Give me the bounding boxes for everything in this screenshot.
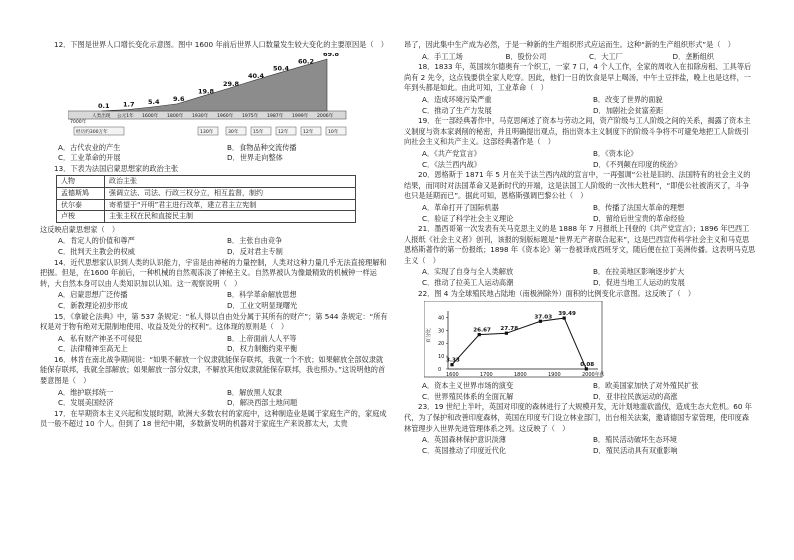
population-chart <box>68 53 348 141</box>
data-label: 3.33 <box>446 357 460 364</box>
option-b[interactable]: B．解放黑人奴隶 <box>227 387 283 397</box>
option-d[interactable]: D．促进当地工人运动的发展 <box>593 278 685 288</box>
option-b[interactable]: B．主张自由竞争 <box>227 236 283 246</box>
y-axis-label: 百分比 <box>426 328 432 344</box>
option-b[interactable]: B．改变了世界的面貌 <box>593 94 663 104</box>
question-13-stem: 13．下表为法国启蒙思想家的政治主张 <box>54 163 179 173</box>
option-c[interactable]: C．大工厂 <box>589 51 623 61</box>
option-b[interactable]: B．《资本论》 <box>593 148 638 158</box>
data-label: 26.67 <box>473 327 491 334</box>
data-label: 37.03 <box>534 314 553 321</box>
value-label: 19.8 <box>198 86 215 95</box>
left-column <box>40 40 388 431</box>
option-a[interactable]: A．革命打开了国际机器 <box>422 202 499 212</box>
option-c[interactable]: C．推动了拉美工人运动高潮 <box>422 278 514 288</box>
interval-label: 10年 <box>328 129 339 135</box>
question-18-stem: 18．1833 年，英国埃尔德奥有一个织工，一家 7 口，4 个人工作，全家的周收入在扣除房租、工具等后尚有 2 先令，这点钱要供全家人吃穿。因此，他们一日的饮食是早上喝汤，中午土豆拌盐，晚上也是这样，一年到头都是如此。由此可知，工业革命（ ） <box>404 62 752 93</box>
table-header-cell: 政治主张 <box>105 176 356 188</box>
period-label: 1930年 <box>192 113 209 119</box>
table-cell: 卢梭 <box>57 211 105 223</box>
period-label: 人类出现 <box>92 113 111 119</box>
question-12-stem: 12．下图是世界人口增长变化示意图。图中 1600 年前后世界人口数量发生较大变化的主要原因是（ ） <box>54 40 388 49</box>
value-label: 50.4 <box>273 64 290 73</box>
option-a[interactable]: A．造成环境污染严重 <box>422 94 492 104</box>
question-13-options <box>40 236 388 257</box>
question-23 <box>404 402 756 456</box>
table-cell: 寄希望于“开明”君主进行改革，建立君主立宪制 <box>105 199 356 211</box>
value-label: 29.8 <box>223 79 240 88</box>
option-c[interactable]: C．新教理论初步形成 <box>58 300 128 310</box>
option-b[interactable]: B．在拉美地区影响逐步扩大 <box>593 267 685 277</box>
option-b[interactable]: B．科学革命解放思想 <box>227 290 297 300</box>
value-label: 40.4 <box>248 71 265 80</box>
interval-label: 130年 <box>200 129 214 135</box>
colony-chart <box>424 301 604 379</box>
table-cell: 孟德斯鸠 <box>57 187 105 199</box>
option-a[interactable]: A．《共产党宣言》 <box>422 148 481 158</box>
interval-label: 15年 <box>253 129 264 135</box>
data-label: 39.49 <box>558 311 576 318</box>
period-label: 1987年 <box>267 113 284 119</box>
question-12 <box>40 40 388 164</box>
question-17-text: 昂了，因此集中生产成为必然，于是一种新的生产组织形式应运而生。这种“新的生产组织形式”是（ ） <box>404 40 735 49</box>
option-d[interactable]: D．加剧社会贫富差距 <box>593 105 664 115</box>
option-a[interactable]: A．实现了自身与全人类解放 <box>422 267 514 277</box>
table-cell: 伏尔泰 <box>57 199 105 211</box>
option-d[interactable]: D．权力制衡约束平衡 <box>227 344 298 354</box>
value-label: 0.1 <box>98 101 110 110</box>
option-c[interactable]: C．世界殖民体系的全面瓦解 <box>422 391 514 401</box>
question-16-stem: 16．林肯在南北战争期间说：“如果不解放一个奴隶就能保存联邦，我就一个不放；如果解放全部奴隶就能保存联邦，我就全部解放；如果解放一部分奴隶，不解放其他奴隶就能保存联邦，我也照办。”这说明他的首要意图是（ ） <box>40 354 386 386</box>
question-22 <box>404 289 756 403</box>
question-21-stem: 21．墨西哥第一次发表有关马克思主义的是 1888 年 7 月报纸上刊登的《共产党宣言》；1896 年巴西工人报纸《社会主义者》创刊，该报的刻版标题是“世界无产者联合起来”，这是巴西宣传科学社会主义和马克思恩格斯著作的第一份报纸；1898 年《资本论》第一卷被译成西班牙文，随后便在拉丁美洲传播。这表明马克思主义（ ） <box>404 224 756 265</box>
option-b[interactable]: B．上帝面前人人平等 <box>227 333 297 343</box>
interval-label: 30年 <box>228 129 239 135</box>
question-17-options <box>404 52 756 63</box>
option-d[interactable]: D．垄断组织 <box>672 51 714 61</box>
thinkers-table <box>56 175 356 222</box>
option-c[interactable]: C．发展美国经济 <box>58 398 114 408</box>
question-18-options <box>404 95 756 116</box>
option-b[interactable]: B．殖民活动破坏生态环境 <box>593 435 677 445</box>
option-c[interactable]: C．法律精神至高无上 <box>58 344 128 354</box>
option-a[interactable]: A．肯定人的价值和尊严 <box>58 236 135 246</box>
question-17-stem: 17．在早期资本主义兴起和发展时期，欧洲大多数农村的家庭中，这种制造业是属于家庭生产的，家庭成员一般不超过 10 个人。但到了 18 世纪中期，多数新发明的机器对于家庭生产来说都太大，太贵 <box>40 408 387 429</box>
option-d[interactable]: D．世界走向整体 <box>227 153 283 163</box>
option-c[interactable]: C．推动了生产力发展 <box>422 105 492 115</box>
question-19-options <box>404 149 756 170</box>
question-17-continued <box>404 40 756 62</box>
y-tick-label: 40 <box>438 315 445 322</box>
option-a[interactable]: A．古代农业的产生 <box>58 142 121 152</box>
data-label: 0.08 <box>580 362 595 369</box>
x-tick-label: 1600 <box>446 372 459 379</box>
y-tick-label: 0 <box>438 367 442 374</box>
question-15-options <box>40 334 388 355</box>
option-d[interactable]: D．反对君主专制 <box>227 246 283 256</box>
option-b[interactable]: B．食物品种交流传播 <box>227 142 297 152</box>
period-label: 2006年 <box>317 113 334 119</box>
population-area <box>102 56 327 111</box>
colony-line <box>452 318 586 369</box>
question-21-options <box>404 267 756 288</box>
question-17 <box>40 409 388 430</box>
option-d[interactable]: D．工业文明显现曙光 <box>227 300 298 310</box>
question-16-options <box>40 388 388 409</box>
option-c[interactable]: C．工业革命的开展 <box>58 153 121 163</box>
value-label: 5.4 <box>148 97 160 106</box>
table-header-cell: 人物 <box>57 176 105 188</box>
x-tick-label: 1700 <box>480 372 493 379</box>
table-row <box>57 211 356 223</box>
option-d[interactable]: D．《不列颠在印度的统治》 <box>593 159 682 169</box>
question-15 <box>40 312 388 355</box>
question-23-stem: 23．19 世纪上半叶，英国对印度的森林进行了大规模开发，无计划地滥砍滥伐，造成生态大危机。60 年代，为了保护和改善印度森林，英国在印度专门设立林业部门，出台相关法案，邀请德国专家管理，使印度森林管理步入世界先进管理体系之列。这反映了（ ） <box>404 402 752 433</box>
value-label: 9.6 <box>173 94 185 103</box>
option-c[interactable]: C．《法兰西内战》 <box>422 159 481 169</box>
question-20-options <box>404 203 756 224</box>
question-19-stem: 19．在一部经典著作中，马克思阐述了资本与劳动之间，资产阶级与工人阶级之间的关系，揭露了资本主义制度与资本家剥削的秘密，并且明确提出观点，指出资本主义制度下的阶级斗争将不可避免地把工人阶级引向社会主义和共产主义。这部经典著作是（ ） <box>404 116 751 147</box>
question-22-stem: 22．图 4 为全球殖民地占陆地（南极洲除外）面积的比例变化示意图。这反映了（ ） <box>418 288 696 298</box>
question-14-stem: 14．近代思想家认识到人类的认识能力，宇宙是由神秘的力量控制，人类对这种力量几乎无法直接理解和把握。但是，在1600 年前后，一种机械的自然观冻淡了神秘主义。自然界被认为像最精致的机械钟一样运转，大自然本身可以由人类知识加以认知。这一观察说明（ ） <box>40 257 387 288</box>
option-a[interactable]: A．启蒙思想广泛传播 <box>58 290 128 300</box>
value-label: 60.2 <box>298 56 315 65</box>
question-20-stem: 20．恩格斯于 1871 年 5 月在关于法兰西内战的宣言中，一再强调“公社是旧的、法国特有的社会主义的结果，而同时对法国革命又是新时代的开端，这是法国工人阶级的一次伟大胜利”，“即使公社被消灭了，斗争也只是延期而已”。据此可知，恩格斯强调巴黎公社（ ） <box>404 170 751 201</box>
x-tick-label: 2000年代 <box>582 372 604 379</box>
question-16 <box>40 355 388 409</box>
table-row <box>57 199 356 211</box>
table-cell: 主张主权在民和直接民主制 <box>105 211 356 223</box>
period-label: 1800年 <box>167 113 184 119</box>
table-cell: 强调立法、司法、行政三权分立，相互监督，制约 <box>105 187 356 199</box>
option-c[interactable]: C．批判天主教会的权威 <box>58 246 135 256</box>
right-column <box>404 40 756 456</box>
option-a[interactable]: A．私有财产神圣不可侵犯 <box>58 333 142 343</box>
option-b[interactable]: B．股份公司 <box>505 51 547 61</box>
option-c[interactable]: C．英国推动了印度近代化 <box>422 445 507 455</box>
option-d[interactable]: D．亚非拉民族运动的高涨 <box>593 391 678 401</box>
question-23-options <box>404 435 756 456</box>
option-b[interactable]: B．欧美国家加快了对外殖民扩张 <box>593 381 699 391</box>
y-tick-label: 30 <box>438 328 445 335</box>
period-label: 1975年 <box>242 113 259 119</box>
question-18 <box>404 62 756 116</box>
population-chart-svg <box>68 53 348 141</box>
question-14-options <box>40 290 388 311</box>
interval-label: 经历约300万年 <box>76 129 108 135</box>
option-d[interactable]: D．解决西部土地问题 <box>227 398 298 408</box>
question-13-ask: 这反映启蒙思想家（ ） <box>40 224 120 234</box>
question-22-options <box>404 381 756 402</box>
y-tick-label: 10 <box>438 354 445 361</box>
option-a[interactable]: A．资本主义世界市场的演变 <box>422 381 514 391</box>
interval-label: 12年 <box>278 129 289 135</box>
question-19 <box>404 116 756 170</box>
period-origin-label: 7000年 <box>70 119 87 125</box>
table-header-row <box>57 176 356 188</box>
option-a[interactable]: A．维护联邦统一 <box>58 387 114 397</box>
value-label: 1.7 <box>123 100 135 109</box>
table-row <box>57 187 356 199</box>
period-label: 1960年 <box>217 113 234 119</box>
interval-label: 12年 <box>303 129 314 135</box>
question-12-options <box>40 143 388 164</box>
option-b[interactable]: B．传播了法国大革命的理想 <box>593 202 685 212</box>
x-tick-label: 1800 <box>514 372 527 379</box>
question-15-stem: 15．《拿破仑法典》中，第 537 条规定：“私人得以自由处分属于其所有的财产”；第 544 条规定：“所有权是对于物有绝对无限制地使用、收益及处分的权利”。这体现的原则是（ ） <box>40 311 388 332</box>
value-label: 69.8 <box>323 52 340 58</box>
question-13 <box>40 164 388 258</box>
option-c[interactable]: C．验证了科学社会主义理论 <box>422 213 514 223</box>
question-14 <box>40 258 388 312</box>
period-label: 公元1年 <box>117 113 134 119</box>
colony-chart-svg <box>424 301 604 379</box>
y-tick-label: 20 <box>438 341 445 348</box>
question-21 <box>404 224 756 289</box>
x-tick-label: 1900 <box>548 372 561 379</box>
period-label: 1600年 <box>142 113 159 119</box>
period-label: 1999年 <box>292 113 309 119</box>
option-a[interactable]: A．英国森林保护意识淡薄 <box>422 435 506 445</box>
option-d[interactable]: D．留给后世宝贵的革命经验 <box>593 213 685 223</box>
option-d[interactable]: D．殖民活动具有双重影响 <box>593 445 678 455</box>
question-20 <box>404 170 756 224</box>
option-a[interactable]: A．手工工场 <box>422 51 463 61</box>
data-label: 27.78 <box>500 326 519 333</box>
